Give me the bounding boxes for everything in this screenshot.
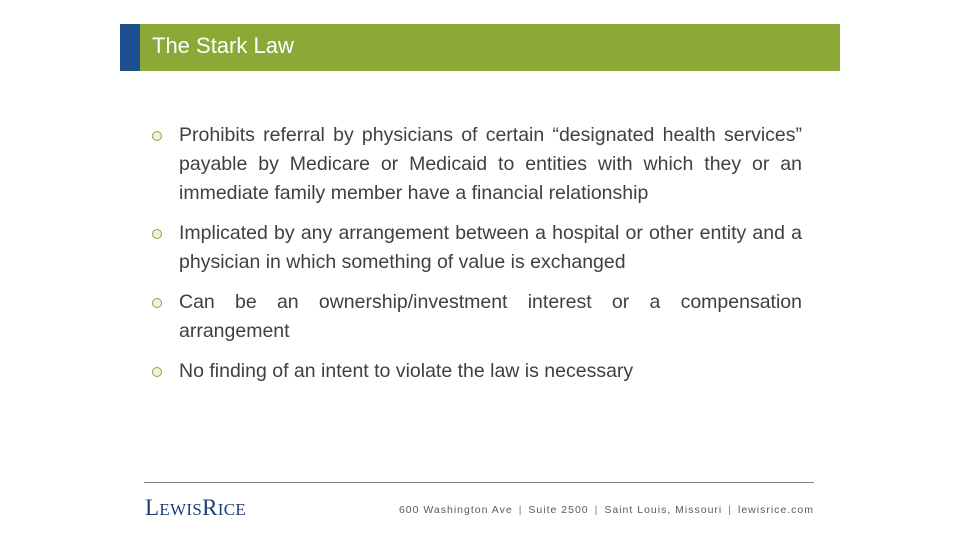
address-street: 600 Washington Ave: [398, 504, 513, 516]
address-city: Saint Louis, Missouri: [604, 504, 723, 516]
address-suite: Suite 2500: [528, 504, 589, 516]
lewis-rice-logo: LEWISRICE: [145, 495, 247, 520]
footer-divider: [144, 482, 814, 483]
title-bar: [120, 24, 840, 71]
bullet-dot-icon: [152, 131, 162, 141]
bullet-dot-icon: [152, 367, 162, 377]
footer-separator: |: [518, 504, 523, 516]
bullet-text: No finding of an intent to violate the law is necessary: [179, 360, 634, 382]
bullet-text: Implicated by any arrangement between a hospital or other entity and a physician in which something of value is exchanged: [179, 222, 802, 273]
address-website: lewisrice.com: [737, 504, 814, 516]
title-accent-bar: [120, 24, 140, 71]
footer-address: [399, 502, 814, 518]
bullet-item: [150, 288, 802, 346]
bullet-text: Prohibits referral by physicians of certain “designated health services” payable by Medicare or Medicaid to entities with which they or an immediate family member have a financial relationship: [179, 124, 802, 204]
bullet-text: Can be an ownership/investment interest or a compensation arrangement: [179, 291, 802, 342]
slide-title: The Stark Law: [152, 33, 294, 58]
bullet-dot-icon: [152, 229, 162, 239]
bullet-item: [150, 357, 802, 386]
footer-separator: |: [594, 504, 599, 516]
bullet-list: [150, 121, 802, 397]
bullet-item: [150, 219, 802, 277]
bullet-item: [150, 121, 802, 208]
footer-separator: |: [728, 504, 732, 516]
bullet-dot-icon: [152, 298, 162, 308]
